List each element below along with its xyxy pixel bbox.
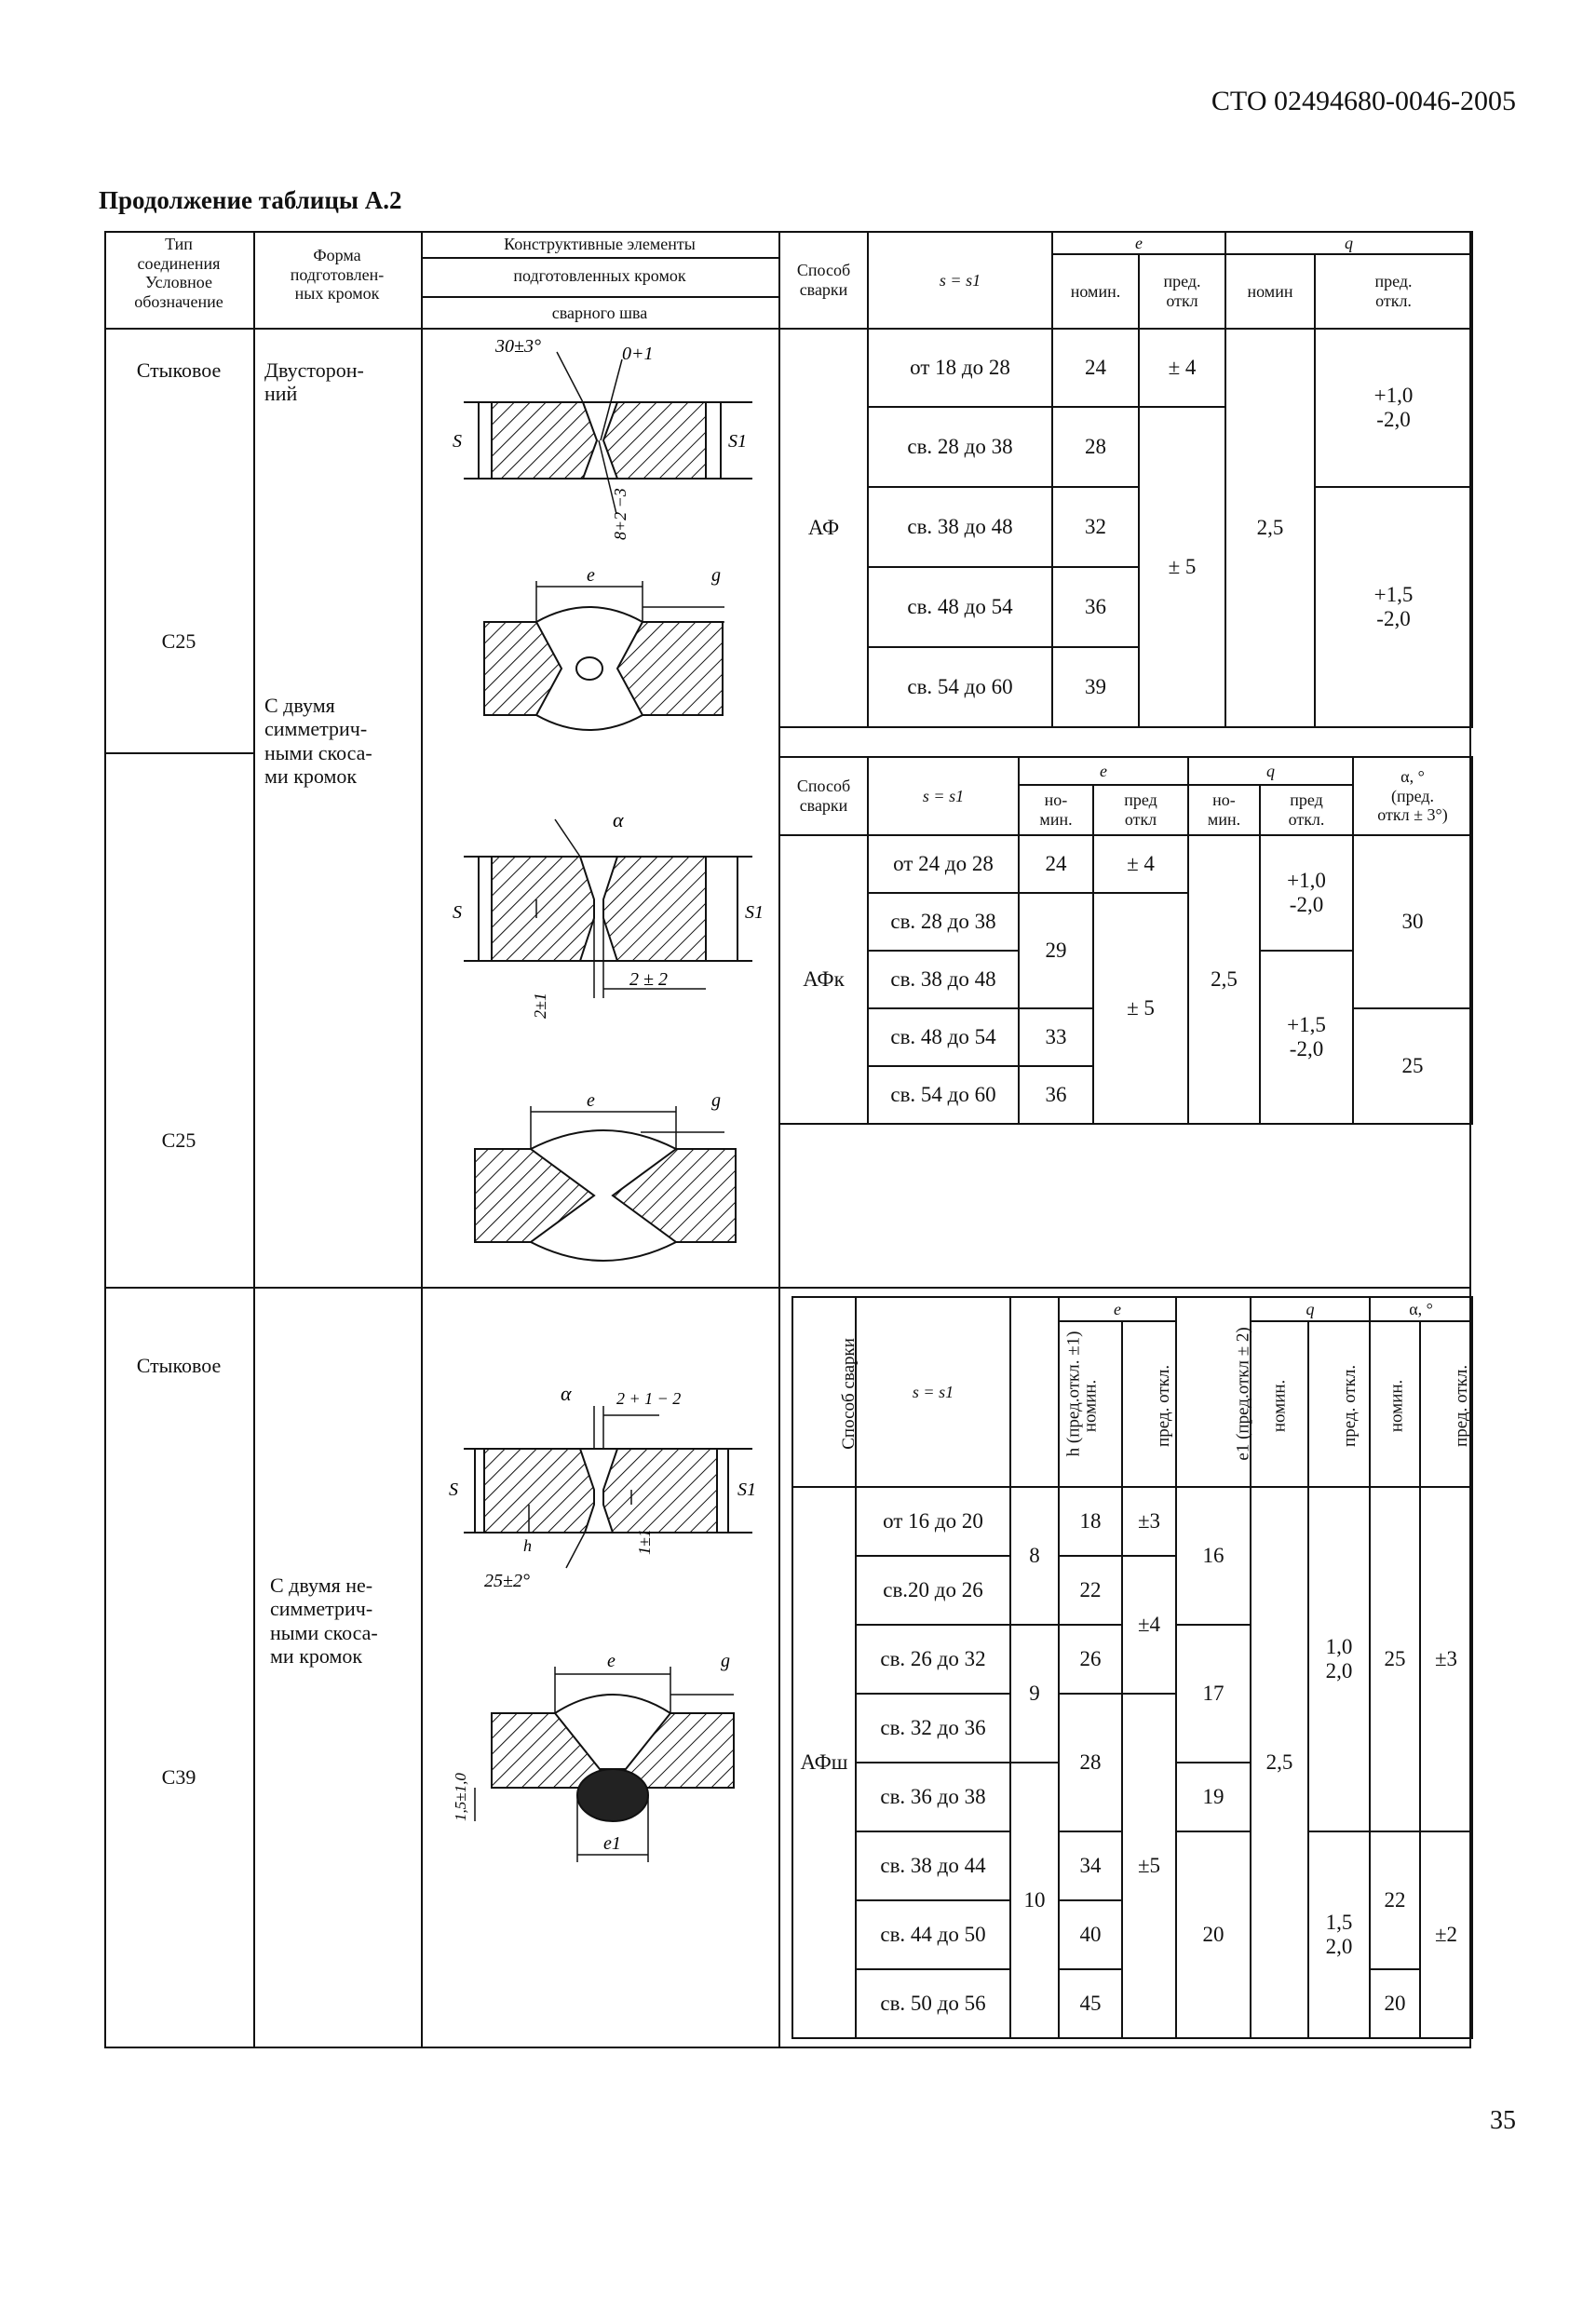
e-deviation: ±3 <box>1122 1487 1176 1556</box>
header-e-nominal: номин. <box>1052 254 1139 329</box>
header-e-nominal: но- мин. <box>1019 785 1093 835</box>
header-e: e <box>1059 1297 1176 1321</box>
row-divider <box>421 296 778 298</box>
edge-form: Двусторон- ний <box>264 358 364 406</box>
symmetric-bevel-drawing <box>426 803 775 1022</box>
e1-value: 20 <box>1176 1831 1251 2038</box>
thickness-range: св. 54 до 60 <box>868 647 1052 727</box>
joint-code: С25 <box>161 629 196 653</box>
header-edge-form: Форма подготовлен- ных кромок <box>290 246 385 304</box>
header-e-deviation: пред откл <box>1093 785 1188 835</box>
q-nominal: 2,5 <box>1251 1487 1308 2038</box>
thickness-range: св. 54 до 60 <box>868 1066 1019 1124</box>
root-face-label: 2±1 <box>531 993 549 1019</box>
dimensions-table-afsh <box>792 1296 1473 2039</box>
thickness-range: от 16 до 20 <box>856 1487 1010 1556</box>
thickness-range: св. 38 до 48 <box>868 951 1019 1008</box>
thickness-s-label: S <box>449 1480 458 1500</box>
method-cell: АФк <box>779 835 868 1124</box>
q-deviation: +1,5 -2,0 <box>1260 951 1353 1124</box>
gap-label: 2 + 1 − 2 <box>616 1389 682 1408</box>
q-nominal: 2,5 <box>1188 835 1260 1124</box>
q-deviation: +1,0 -2,0 <box>1315 329 1472 487</box>
e-nominal: 24 <box>1019 835 1093 893</box>
table-title: Продолжение таблицы А.2 <box>99 186 402 214</box>
e-deviation: ± 5 <box>1139 407 1225 727</box>
header-q-nominal: номин. <box>1251 1321 1308 1487</box>
e-nominal: 33 <box>1019 1008 1093 1066</box>
e-nominal: 28 <box>1052 407 1139 487</box>
col-divider <box>253 231 255 2048</box>
thickness-range: св. 48 до 54 <box>868 567 1052 647</box>
header-weld-seam: сварного шва <box>551 304 648 322</box>
header-q-deviation: пред. откл. <box>1308 1321 1370 1487</box>
header-q: q <box>1188 757 1353 785</box>
thickness-range: от 24 до 28 <box>868 835 1019 893</box>
thickness-s1-label: S1 <box>745 902 764 923</box>
thickness-range: св. 28 до 38 <box>868 407 1052 487</box>
root-h-label: h <box>523 1536 532 1555</box>
header-design-elements: Конструктивные элементы <box>504 235 696 253</box>
header-thickness: s = s1 <box>868 232 1052 329</box>
e-nominal: 36 <box>1019 1066 1093 1124</box>
e-deviation: ± 4 <box>1139 329 1225 407</box>
symmetric-weld-drawing <box>426 1084 775 1270</box>
header-e-deviation: пред. откл. <box>1122 1321 1176 1487</box>
header-method: Способ сварки <box>779 232 868 329</box>
thickness-range: св. 32 до 36 <box>856 1694 1010 1763</box>
e1-value: 17 <box>1176 1625 1251 1763</box>
e-deviation: ± 5 <box>1093 893 1188 1124</box>
reinforcement-g-label: g <box>711 1090 721 1111</box>
header-q: q <box>1225 232 1472 254</box>
bevel-alpha-label: α <box>613 808 624 831</box>
header-q-nominal: номин <box>1225 254 1315 329</box>
row-divider <box>421 257 778 259</box>
thickness-range: св. 36 до 38 <box>856 1763 1010 1831</box>
width-e-label: e <box>587 565 595 586</box>
header-q-deviation: пред. откл. <box>1315 254 1472 329</box>
joint-type: Стыковое <box>136 358 222 382</box>
header-method: Способ сварки <box>779 757 868 835</box>
q-deviation: 1,0 2,0 <box>1308 1487 1370 1831</box>
header-alpha-deviation: пред. откл. <box>1420 1321 1472 1487</box>
e-nominal: 34 <box>1059 1831 1122 1900</box>
e-nominal: 26 <box>1059 1625 1122 1694</box>
gap-label: 2 ± 2 <box>629 969 668 990</box>
gap-label: 0+1 <box>622 344 654 364</box>
thickness-s-label: S <box>453 431 462 452</box>
h-value: 9 <box>1010 1625 1059 1763</box>
header-e: e <box>1019 757 1188 785</box>
joint-type: Стыковое <box>136 1354 222 1377</box>
header-thickness: s = s1 <box>856 1297 1010 1487</box>
q-deviation: +1,0 -2,0 <box>1260 835 1353 951</box>
thickness-range: св. 26 до 32 <box>856 1625 1010 1694</box>
thickness-range: св.20 до 26 <box>856 1556 1010 1625</box>
dimensions-table-afk <box>778 756 1473 1125</box>
header-alpha-nominal: номин. <box>1370 1321 1420 1487</box>
thickness-range: св. 48 до 54 <box>868 1008 1019 1066</box>
root-label: 8+2 −3 <box>611 488 629 540</box>
thickness-range: св. 38 до 48 <box>868 487 1052 567</box>
header-joint-type: Тип соединения Условное обозначение <box>134 235 223 312</box>
e-nominal: 22 <box>1059 1556 1122 1625</box>
e-nominal: 32 <box>1052 487 1139 567</box>
thickness-range: св. 38 до 44 <box>856 1831 1010 1900</box>
e-nominal: 18 <box>1059 1487 1122 1556</box>
q-nominal: 2,5 <box>1225 329 1315 727</box>
e-nominal: 24 <box>1052 329 1139 407</box>
header-alpha: α, ° <box>1370 1297 1472 1321</box>
e-nominal: 29 <box>1019 893 1093 1008</box>
thickness-range: св. 44 до 50 <box>856 1900 1010 1969</box>
row-divider <box>104 752 253 754</box>
page-number: 35 <box>1490 2106 1516 2135</box>
joint-code: С39 <box>161 1765 196 1789</box>
asymmetric-weld-drawing <box>426 1629 775 1881</box>
alpha-nominal: 22 <box>1370 1831 1420 1969</box>
h-value: 8 <box>1010 1487 1059 1625</box>
thickness-range: св. 50 до 56 <box>856 1969 1010 2038</box>
e1-value: 19 <box>1176 1763 1251 1831</box>
document-code: СТО 02494680-0046-2005 <box>1211 86 1516 116</box>
q-deviation: +1,5 -2,0 <box>1315 487 1472 727</box>
e-nominal: 40 <box>1059 1900 1122 1969</box>
edge-form: С двумя симметрич- ными скоса- ми кромок <box>264 694 372 788</box>
dimensions-table-af <box>778 231 1473 728</box>
header-e: e <box>1052 232 1225 254</box>
thickness-range: от 18 до 28 <box>868 329 1052 407</box>
thickness-s-label: S <box>453 902 462 923</box>
weld-seam-drawing <box>426 559 775 754</box>
header-h: h (пред.откл. ±1) <box>1010 1297 1059 1487</box>
method-cell: АФш <box>792 1487 856 2038</box>
e-deviation: ± 4 <box>1093 835 1188 893</box>
alpha-deviation: ±2 <box>1420 1831 1472 2038</box>
thickness-range: св. 28 до 38 <box>868 893 1019 951</box>
header-prepared-edges: подготовленных кромок <box>513 266 686 285</box>
e-nominal: 39 <box>1052 647 1139 727</box>
q-deviation: 1,5 2,0 <box>1308 1831 1370 2038</box>
header-q: q <box>1251 1297 1370 1321</box>
e-deviation: ±4 <box>1122 1556 1176 1694</box>
root-face-label: 1±1 <box>635 1529 654 1555</box>
method-cell: АФ <box>779 329 868 727</box>
alpha-value: 25 <box>1353 1008 1472 1124</box>
thickness-s1-label: S1 <box>728 431 747 452</box>
angle-label: 25±2° <box>484 1571 530 1591</box>
thickness-s1-label: S1 <box>737 1480 756 1500</box>
e-nominal: 36 <box>1052 567 1139 647</box>
prepared-edges-drawing <box>426 331 775 553</box>
header-e1: e1 (пред.откл ± 2) <box>1176 1297 1251 1487</box>
e1-value: 16 <box>1176 1487 1251 1625</box>
backing-width-label: e1 <box>603 1833 621 1854</box>
edge-form: С двумя не- симметрич- ными скоса- ми кромок <box>270 1574 378 1668</box>
reinforcement-g-label: g <box>711 565 721 586</box>
header-method: Способ сварки <box>792 1297 856 1487</box>
header-thickness: s = s1 <box>868 757 1019 835</box>
header-q-nominal: но- мин. <box>1188 785 1260 835</box>
col-divider <box>421 231 423 2048</box>
alpha-nominal: 20 <box>1370 1969 1420 2038</box>
e-deviation: ±5 <box>1122 1694 1176 2038</box>
width-e-label: e <box>587 1090 595 1111</box>
asymmetric-bevel-drawing <box>426 1369 775 1601</box>
header-e-deviation: пред. откл <box>1139 254 1225 329</box>
e-nominal: 45 <box>1059 1969 1122 2038</box>
alpha-deviation: ±3 <box>1420 1487 1472 1831</box>
bevel-angle-label: 30±3° <box>495 336 541 357</box>
backing-depth-label: 1,5±1,0 <box>452 1773 469 1821</box>
header-e-nominal: номин. <box>1059 1321 1122 1487</box>
bevel-alpha-label: α <box>561 1382 572 1405</box>
alpha-nominal: 25 <box>1370 1487 1420 1831</box>
e-nominal: 28 <box>1059 1694 1122 1831</box>
joint-code: С25 <box>161 1128 196 1152</box>
row-divider <box>104 1287 1471 1289</box>
alpha-value: 30 <box>1353 835 1472 1008</box>
header-q-deviation: пред откл. <box>1260 785 1353 835</box>
width-e-label: e <box>607 1651 616 1671</box>
reinforcement-g-label: g <box>721 1651 730 1671</box>
header-alpha: α, ° (пред. откл ± 3°) <box>1353 757 1472 835</box>
h-value: 10 <box>1010 1763 1059 2038</box>
